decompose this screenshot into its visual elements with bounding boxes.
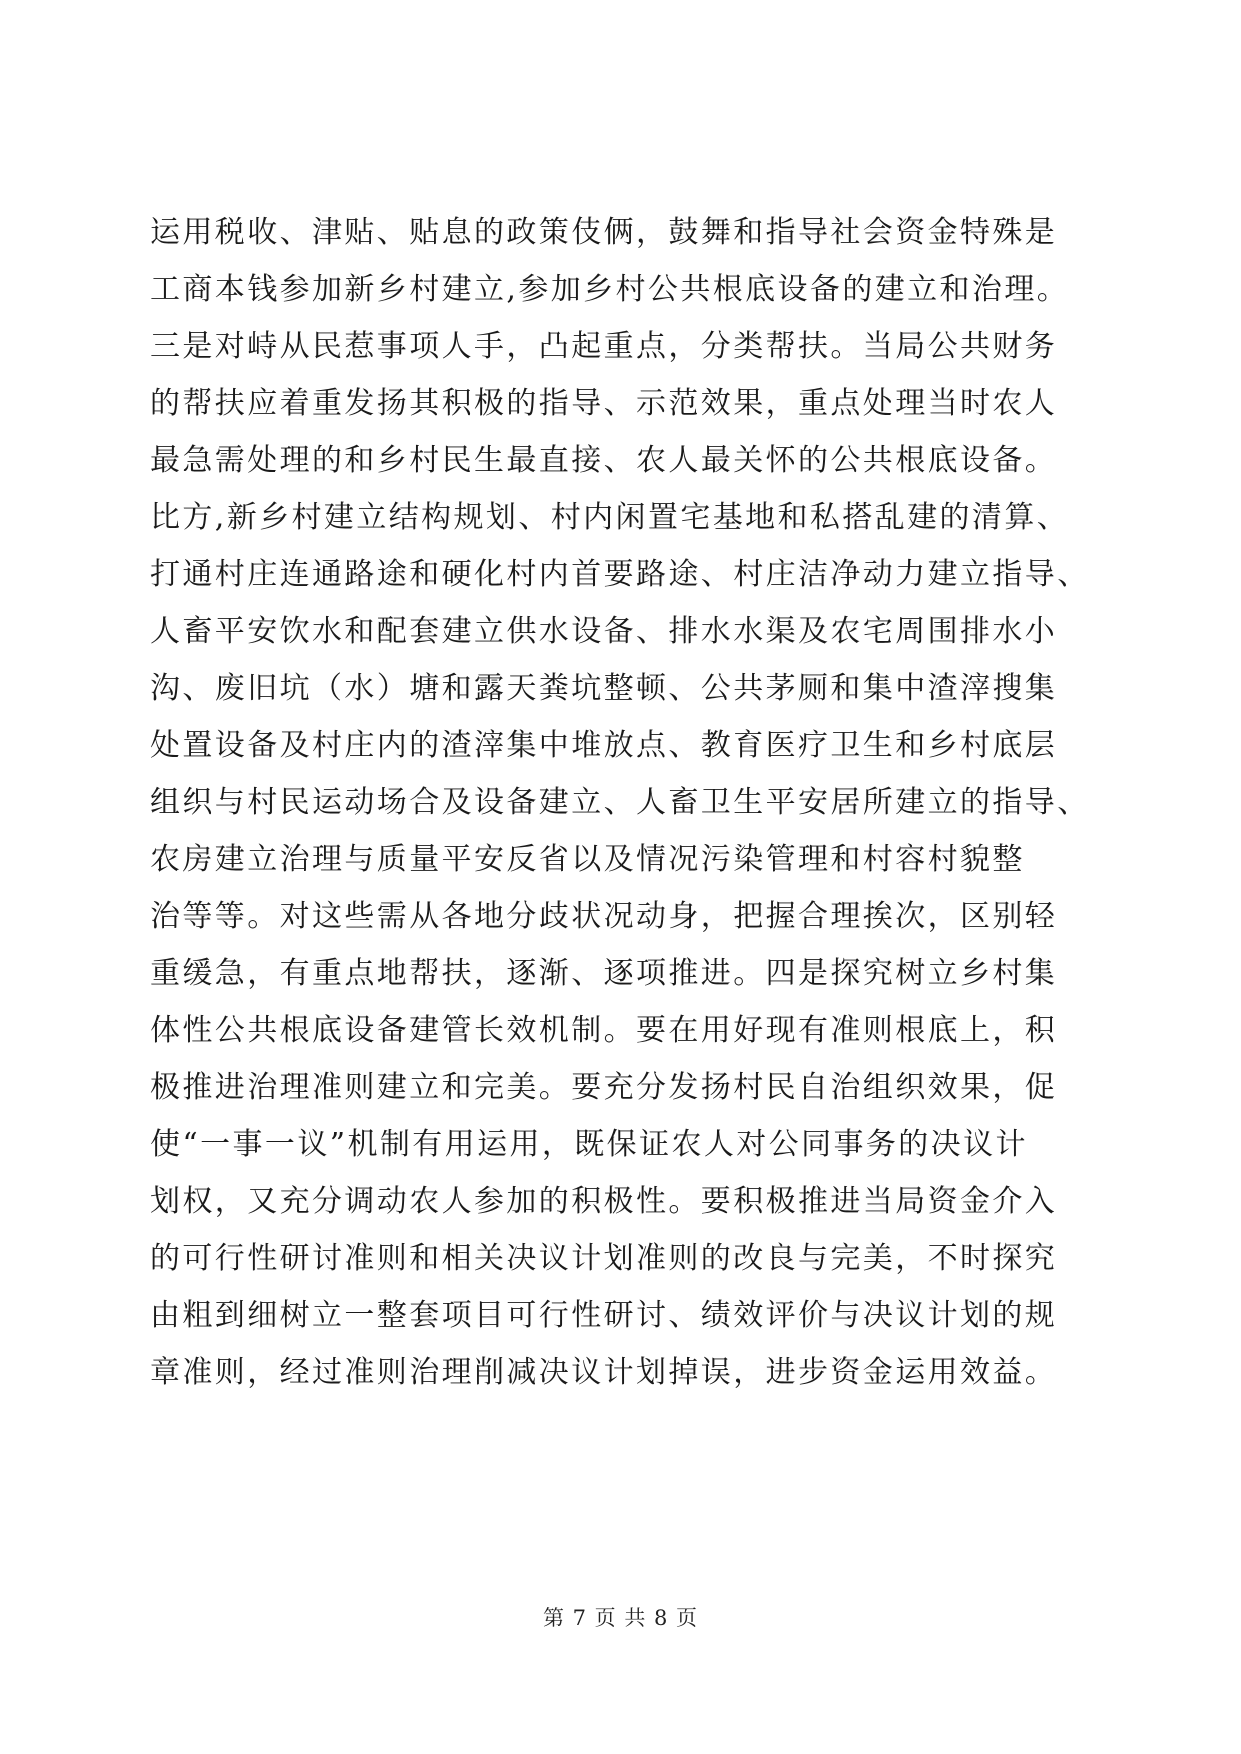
text-line: 极推进治理准则建立和完美。要充分发扬村民自治组织效果，促: [150, 1070, 1058, 1105]
text-line: 组织与村民运动场合及设备建立、人畜卫生平安居所建立的指导、: [150, 785, 1090, 820]
text-line: 农房建立治理与质量平安反省以及情况污染管理和村容村貌整: [150, 842, 1025, 877]
text-line: 体性公共根底设备建管长效机制。要在用好现有准则根底上，积: [150, 1013, 1058, 1048]
text-line: 由粗到细树立一整套项目可行性研讨、绩效评价与决议计划的规: [150, 1298, 1058, 1333]
text-line: 重缓急，有重点地帮扶，逐渐、逐项推进。四是探究树立乡村集: [150, 956, 1058, 991]
text-line: 运用税收、津贴、贴息的政策伎俩，鼓舞和指导社会资金特殊是: [150, 215, 1058, 250]
text-line: 人畜平安饮水和配套建立供水设备、排水水渠及农宅周围排水小: [150, 614, 1058, 649]
text-line: 使“一事一议”机制有用运用，既保证农人对公同事务的决议计: [150, 1127, 1028, 1162]
text-line: 打通村庄连通路途和硬化村内首要路途、村庄洁净动力建立指导、: [150, 557, 1090, 592]
text-line: 比方,新乡村建立结构规划、村内闲置宅基地和私搭乱建的清算、: [150, 500, 1070, 535]
text-line: 工商本钱参加新乡村建立,参加乡村公共根底设备的建立和治理。: [150, 272, 1070, 307]
text-line: 处置设备及村庄内的渣滓集中堆放点、教育医疗卫生和乡村底层: [150, 728, 1058, 763]
text-line: 的帮扶应着重发扬其积极的指导、示范效果，重点处理当时农人: [150, 386, 1058, 421]
text-line: 的可行性研讨准则和相关决议计划准则的改良与完美，不时探究: [150, 1241, 1058, 1276]
body-paragraph: [150, 204, 1150, 1401]
text-line: 最急需处理的和乡村民生最直接、农人最关怀的公共根底设备。: [150, 443, 1058, 478]
text-line: 章准则，经过准则治理削减决议计划掉误，进步资金运用效益。: [150, 1355, 1058, 1390]
text-line: 三是对峙从民惹事项人手，凸起重点，分类帮扶。当局公共财务: [150, 329, 1058, 364]
text-line: 治等等。对这些需从各地分歧状况动身，把握合理挨次，区别轻: [150, 899, 1058, 934]
page-number-footer: 第 7 页 共 8 页: [542, 1606, 699, 1630]
text-line: 划权，又充分调动农人参加的积极性。要积极推进当局资金介入: [150, 1184, 1058, 1219]
text-line: 沟、废旧坑（水）塘和露天粪坑整顿、公共茅厕和集中渣滓搜集: [150, 671, 1058, 706]
